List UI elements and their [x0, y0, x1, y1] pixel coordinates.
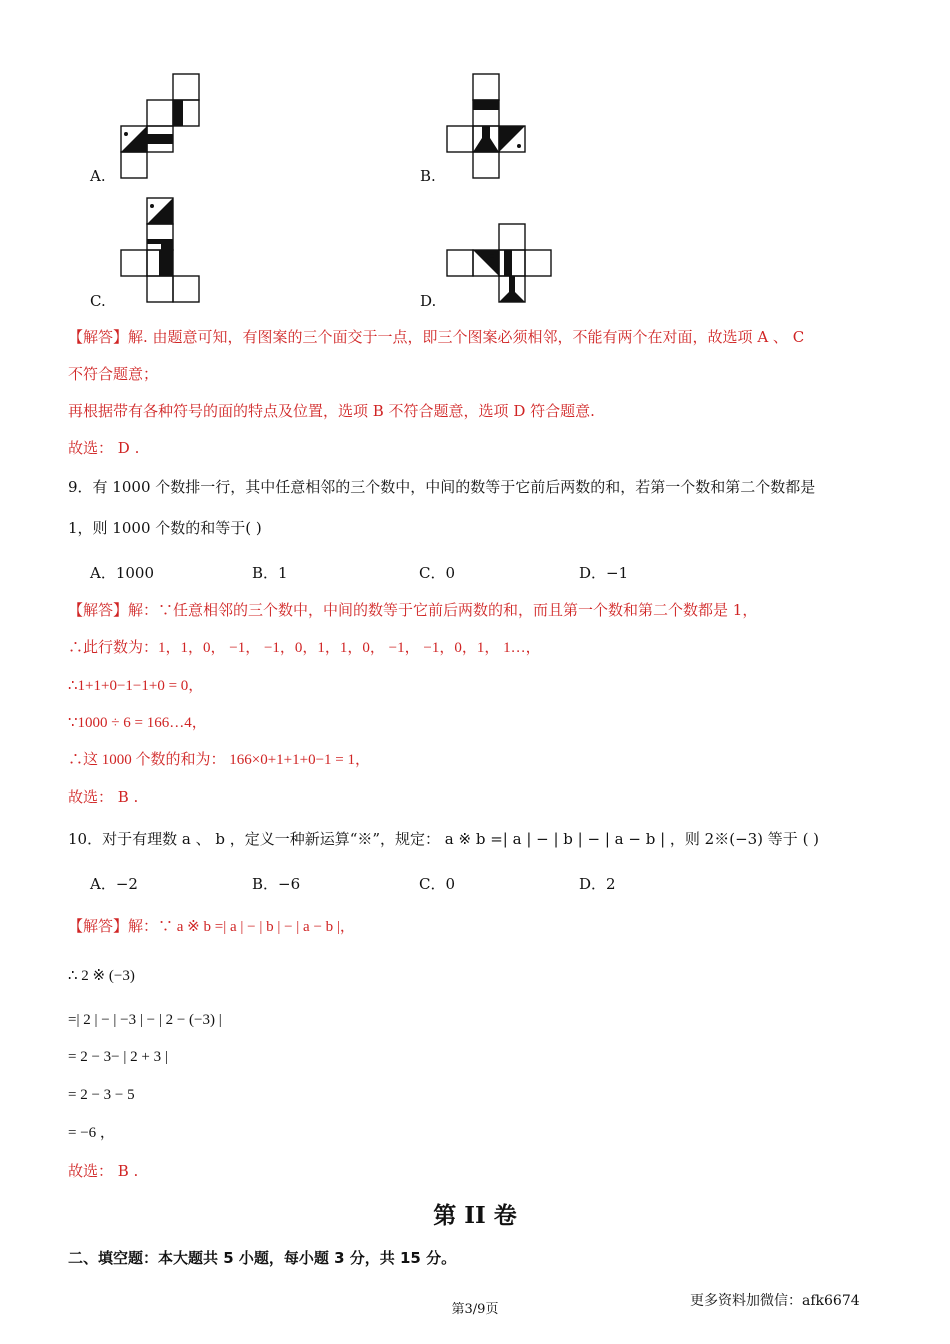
option-a-label: A.	[90, 167, 106, 185]
q10-answer-line4: = 2 − 3− | 2 + 3 |	[68, 1049, 168, 1065]
q8-answer-line1: 【解答】解. 由题意可知，有图案的三个面交于一点，即三个图案必须相邻，不能有两个在对面，故选项 A 、 C	[68, 328, 805, 346]
page-number: 第3/9页	[451, 1302, 499, 1317]
option-b-label: B.	[420, 167, 436, 185]
answer-tag: 【解答】	[68, 917, 129, 935]
q9-option-d: D．−1	[579, 564, 629, 582]
answer-tag: 【解答】	[68, 601, 129, 619]
q9-answer-line2: ∴此行数为：1，1，0， −1， −1，0，1，1，0， −1， −1，0，1， 1…，	[68, 640, 541, 656]
wechat-note: 更多资料加微信：afk6674	[690, 1293, 860, 1309]
q9-answer-choice: 故选： B .	[68, 788, 139, 806]
q9-stem-line2: 1，则 1000 个数的和等于( )	[68, 519, 262, 537]
cube-net-a	[115, 72, 205, 182]
q10-answer-line2: ∴ 2 ※ (−3)	[68, 968, 135, 984]
q10-answer-line3: =| 2 | − | −3 | − | 2 − (−3) |	[68, 1012, 222, 1028]
q8-answer-line2: 不符合题意；	[68, 365, 159, 383]
q10-stem-line1: 10．对于有理数 a 、 b ，定义一种新运算“※”，规定： a ※ b =| a | − | b | − | a − b | ，则 2※(−3) 等于 ( )	[68, 830, 820, 848]
q9-answer-line1: 【解答】解：∵任意相邻的三个数中，中间的数等于它前后两数的和，而且第一个数和第二个数都是 1，	[68, 601, 758, 619]
cube-net-c	[115, 195, 205, 307]
q9-option-a: A．1000	[90, 564, 155, 582]
q9-answer-line4: ∵1000 ÷ 6 = 166…4，	[68, 715, 207, 731]
q9-answer-line5: ∴这 1000 个数的和为： 166×0+1+1+0−1 = 1，	[68, 752, 371, 768]
cube-net-d	[440, 220, 560, 310]
section-two-heading: 二、填空题：本大题共 5 小题，每小题 3 分，共 15 分。	[68, 1249, 457, 1267]
q10-answer-choice: 故选： B .	[68, 1162, 139, 1180]
q9-option-b: B．1	[252, 564, 288, 582]
answer-tag: 【解答】	[68, 328, 129, 346]
part-two-title: 第 II 卷	[433, 1202, 517, 1229]
q10-option-d: D．2	[579, 875, 616, 893]
option-c-label: C.	[90, 292, 106, 310]
q10-answer-line5: = 2 − 3 − 5	[68, 1087, 135, 1103]
q10-option-c: C．0	[419, 875, 456, 893]
q10-answer-line6: = −6 ，	[68, 1125, 115, 1141]
q9-stem-line1: 9．有 1000 个数排一行，其中任意相邻的三个数中，中间的数等于它前后两数的和，若第一个数和第二个数都是	[68, 478, 816, 496]
q10-option-a: A．−2	[90, 875, 138, 893]
q8-answer-line3: 再根据带有各种符号的面的特点及位置，选项 B 不符合题意，选项 D 符合题意.	[68, 402, 595, 420]
q10-answer-line1: 【解答】解：∵ a ※ b =| a | − | b | − | a − b |，	[68, 917, 355, 935]
option-d-label: D.	[420, 292, 437, 310]
cube-net-b	[440, 72, 530, 182]
q9-option-c: C．0	[419, 564, 456, 582]
q10-option-b: B．−6	[252, 875, 301, 893]
q8-answer-choice: 故选： D .	[68, 439, 140, 457]
q9-answer-line3: ∴1+1+0−1−1+0 = 0，	[68, 678, 204, 694]
